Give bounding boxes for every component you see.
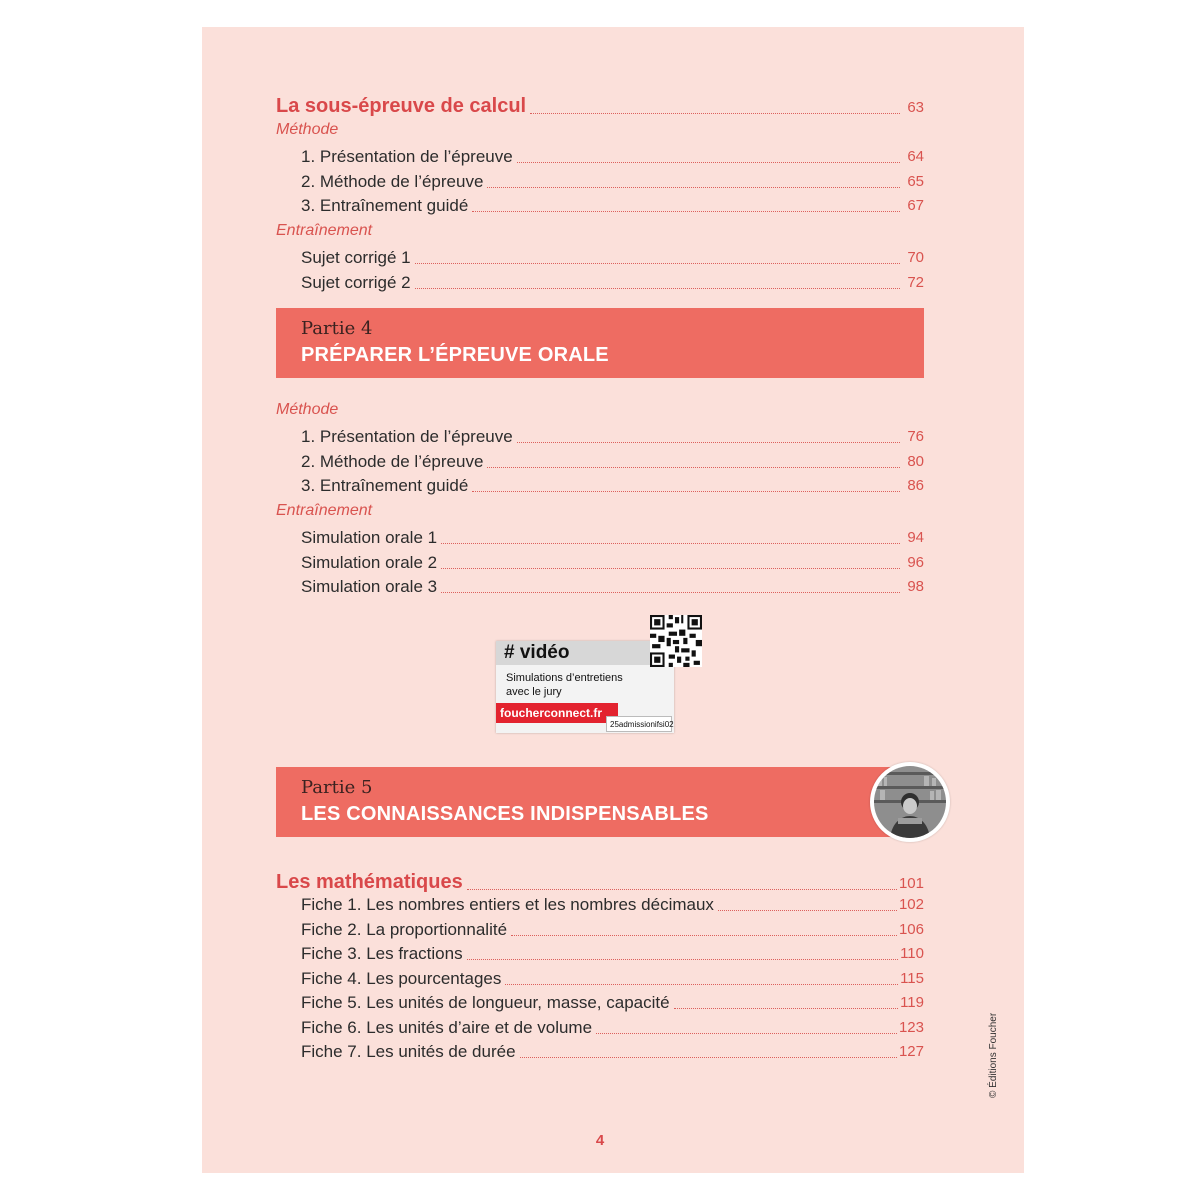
leader-dots (596, 1033, 897, 1034)
partie-number: Partie 5 (301, 777, 373, 798)
leader-dots (441, 543, 900, 544)
toc-entry-label: 3. Entraînement guidé (301, 476, 469, 495)
toc-entry[interactable] (301, 421, 924, 447)
leader-dots (511, 935, 897, 936)
partie-4-banner[interactable] (276, 308, 924, 378)
toc-entry-label: Fiche 3. Les fractions (301, 944, 463, 963)
toc-page-number: 98 (907, 578, 924, 595)
partie-5-banner[interactable] (276, 767, 924, 837)
toc-entry-label: Fiche 2. La proportionnalité (301, 920, 508, 939)
leader-dots (472, 491, 900, 492)
leader-dots (467, 959, 899, 960)
toc-page-number: 67 (907, 197, 924, 214)
toc-page-number: 80 (907, 453, 924, 470)
toc-entry-label: Simulation orale 2 (301, 553, 438, 572)
toc-page-number: 64 (907, 148, 924, 165)
toc-entry[interactable] (301, 166, 924, 192)
toc-heading-label: Les mathématiques (276, 871, 463, 893)
toc-page-number: 110 (900, 945, 924, 962)
leader-dots (441, 592, 900, 593)
toc-page-number: 123 (898, 1019, 924, 1036)
toc-page-number: 102 (898, 896, 924, 913)
toc-page-number: 127 (898, 1043, 924, 1060)
toc-entry[interactable] (301, 1012, 924, 1038)
toc-page-number: 86 (907, 477, 924, 494)
leader-dots (517, 442, 900, 443)
toc-heading-label: La sous-épreuve de calcul (276, 95, 527, 117)
section-label-methode: Méthode (276, 401, 339, 418)
toc-entry-label: Simulation orale 1 (301, 528, 438, 547)
partie-number: Partie 4 (301, 318, 373, 339)
leader-dots (415, 263, 900, 264)
section-label-methode: Méthode (276, 121, 339, 138)
toc-entry-label: 2. Méthode de l’épreuve (301, 172, 484, 191)
student-photo-icon (874, 766, 946, 838)
toc-page-number: 96 (907, 554, 924, 571)
toc-entry[interactable] (301, 190, 924, 216)
leader-dots (517, 162, 900, 163)
leader-dots (520, 1057, 897, 1058)
student-photo (870, 762, 950, 842)
toc-entry-label: Fiche 1. Les nombres entiers et les nombres décimaux (301, 895, 714, 914)
toc-entry[interactable] (301, 242, 924, 268)
toc-entry[interactable] (301, 446, 924, 472)
leader-dots (505, 984, 898, 985)
toc-entry[interactable] (301, 141, 924, 167)
toc-entry-label: Fiche 4. Les pourcentages (301, 969, 502, 988)
publisher-credit: © Éditions Foucher (988, 1012, 999, 1098)
section-label-entrainement: Entraînement (276, 502, 373, 519)
video-link[interactable]: foucherconnect.fr (496, 703, 618, 723)
toc-page-number: 65 (907, 173, 924, 190)
page-number: 4 (595, 1132, 605, 1149)
toc-entry-label: 3. Entraînement guidé (301, 196, 469, 215)
video-callout[interactable] (496, 641, 674, 733)
toc-page-number: 94 (907, 529, 924, 546)
toc-page-number: 70 (907, 249, 924, 266)
leader-dots (718, 910, 897, 911)
toc-page-number: 72 (907, 274, 924, 291)
toc-page-number: 106 (898, 921, 924, 938)
toc-entry-label: Fiche 6. Les unités d’aire et de volume (301, 1018, 593, 1037)
toc-entry-label: 1. Présentation de l’épreuve (301, 427, 513, 446)
leader-dots (415, 288, 900, 289)
toc-entry-label: Fiche 5. Les unités de longueur, masse, capacité (301, 993, 670, 1012)
toc-entry[interactable] (301, 1036, 924, 1062)
leader-dots (487, 187, 900, 188)
toc-entry-label: Fiche 7. Les unités de durée (301, 1042, 516, 1061)
qr-code-icon[interactable] (650, 615, 702, 667)
leader-dots (487, 467, 900, 468)
toc-page-number: 115 (900, 970, 924, 987)
leader-dots (472, 211, 900, 212)
toc-entry[interactable] (301, 267, 924, 293)
toc-entry[interactable] (301, 938, 924, 964)
leader-dots (530, 113, 900, 114)
toc-entry-label: Sujet corrigé 2 (301, 273, 411, 292)
video-code: 25admissionifsi02 (606, 716, 672, 732)
toc-entry[interactable] (301, 571, 924, 597)
toc-entry[interactable] (301, 963, 924, 989)
toc-page-number: 63 (907, 99, 924, 116)
toc-entry[interactable] (301, 470, 924, 496)
toc-entry-label: 1. Présentation de l’épreuve (301, 147, 513, 166)
video-description: Simulations d’entretiens avec le jury (506, 672, 623, 698)
toc-page-number: 76 (907, 428, 924, 445)
video-title: # vidéo (496, 641, 652, 665)
toc-entry[interactable] (301, 914, 924, 940)
toc-entry[interactable] (301, 987, 924, 1013)
toc-heading-calcul[interactable] (276, 88, 924, 118)
leader-dots (674, 1008, 899, 1009)
partie-title: PRÉPARER L’ÉPREUVE ORALE (301, 344, 609, 366)
toc-entry-label: 2. Méthode de l’épreuve (301, 452, 484, 471)
toc-page-number: 101 (898, 875, 924, 892)
toc-entry-label: Simulation orale 3 (301, 577, 438, 596)
toc-entry[interactable] (301, 889, 924, 915)
section-label-entrainement: Entraînement (276, 222, 373, 239)
toc-entry[interactable] (301, 522, 924, 548)
toc-page-number: 119 (900, 994, 924, 1011)
partie-title: LES CONNAISSANCES INDISPENSABLES (301, 803, 709, 825)
toc-entry-label: Sujet corrigé 1 (301, 248, 411, 267)
leader-dots (441, 568, 900, 569)
toc-entry[interactable] (301, 547, 924, 573)
